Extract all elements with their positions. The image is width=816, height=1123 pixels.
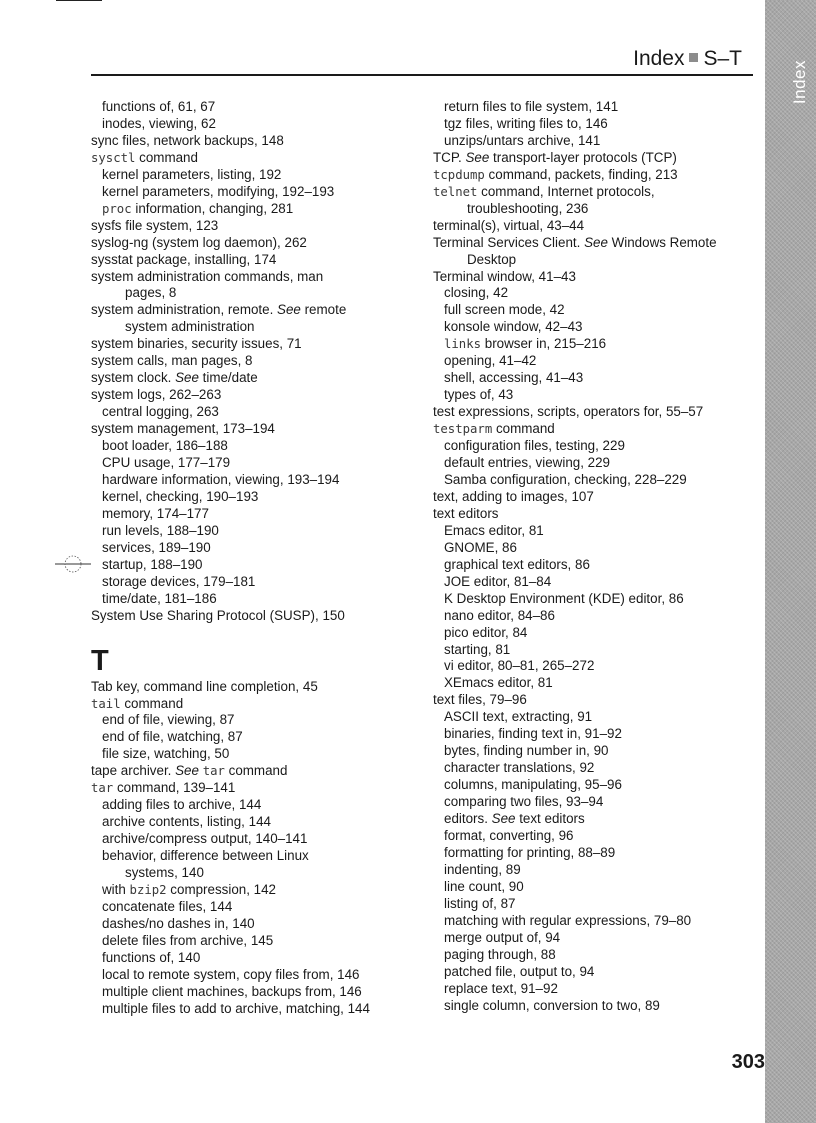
entry-text: kernel parameters, modifying, 192–193 [102,183,335,199]
see-reference: See [277,302,301,318]
index-subentry [433,591,763,608]
entry-text: TCP. [433,149,466,165]
entry-text: test expressions, scripts, operators for, 55–57 [433,404,704,420]
see-reference: See [584,234,608,250]
index-subentry [433,879,763,896]
entry-text: replace text, 91–92 [444,980,558,996]
entry-text: matching with regular expressions, 79–80 [444,912,692,928]
entry-text: command [492,421,555,437]
index-entry [91,336,421,353]
index-subentry [433,472,763,489]
entry-text: command [120,695,184,711]
entry-text: system clock. [91,370,176,386]
entry-text: Emacs editor, 81 [444,522,544,538]
index-entry [91,763,421,780]
index-subentry [91,557,421,574]
entry-text: system administration [125,319,255,335]
index-subentry [91,540,421,557]
index-entry [91,218,421,235]
index-subentry [433,896,763,913]
entry-text: boot loader, 186–188 [102,438,228,454]
index-subentry [433,675,763,692]
header-rule [91,74,753,76]
entry-text: format, converting, 96 [444,827,574,843]
index-subentry [91,404,421,421]
index-entry-continuation [433,252,763,269]
entry-text: System Use Sharing Protocol (SUSP), 150 [91,607,345,623]
entry-text: configuration files, testing, 229 [444,438,625,454]
entry-text: text editors [515,811,585,827]
index-subentry [433,998,763,1015]
index-subentry [433,319,763,336]
entry-text: return files to file system, 141 [444,99,619,114]
entry-text: single column, conversion to two, 89 [444,997,660,1013]
registration-mark-icon [51,549,95,579]
page-number: 303 [731,1051,765,1073]
index-subentry [433,99,763,116]
index-entry [433,404,763,421]
entry-text: tape archiver. [91,763,176,779]
entry-text: unzips/untars archive, 141 [444,132,601,148]
index-subentry [433,302,763,319]
index-subentry [433,285,763,302]
entry-text: Terminal window, 41–43 [433,268,576,284]
crop-mark [56,0,102,1]
entry-text: archive contents, listing, 144 [102,814,271,830]
entry-text: with [102,881,130,897]
entry-text: sync files, network backups, 148 [91,132,284,148]
entry-text: transport-layer protocols (TCP) [489,149,677,165]
index-entry [91,269,421,286]
index-subentry [91,438,421,455]
entry-text: JOE editor, 81–84 [444,573,552,589]
index-entry [433,421,763,438]
entry-text: XEmacs editor, 81 [444,675,553,691]
running-head-range: S–T [703,47,742,70]
index-subentry [433,455,763,472]
entry-text: system logs, 262–263 [91,387,222,403]
entry-text: listing of, 87 [444,895,516,911]
entry-text: indenting, 89 [444,861,521,877]
command-name: tail [91,696,121,711]
index-entry [433,692,763,709]
index-entry [91,679,421,696]
command-name: bzip2 [129,882,167,897]
index-subentry [433,726,763,743]
index-entry [91,353,421,370]
running-head-title: Index [633,47,685,70]
entry-text: nano editor, 84–86 [444,607,555,623]
index-subentry [91,712,421,729]
index-entry [91,608,421,625]
section-letter: T [91,644,109,677]
entry-text: multiple files to add to archive, matching, 144 [102,1000,370,1016]
index-subentry [433,709,763,726]
entry-text: dashes/no dashes in, 140 [102,915,255,931]
index-subentry [91,574,421,591]
see-reference: See [175,763,199,779]
entry-text: time/date [198,370,258,386]
index-subentry [433,777,763,794]
entry-text: bytes, finding number in, 90 [444,743,609,759]
entry-text: command [135,149,198,165]
index-column-left [91,99,421,1018]
index-subentry [91,99,421,116]
entry-text: formatting for printing, 88–89 [444,844,616,860]
index-subentry [433,964,763,981]
entry-text: CPU usage, 177–179 [102,455,231,471]
index-subentry [433,828,763,845]
entry-text: delete files from archive, 145 [102,932,274,948]
entry-text: information, changing, 281 [131,200,294,216]
see-reference: See [175,370,199,386]
index-subentry [91,455,421,472]
index-subentry [433,353,763,370]
command-name: proc [102,201,132,216]
entry-text: functions of, 61, 67 [102,99,216,114]
entry-text: end of file, viewing, 87 [102,712,235,728]
entry-text: ASCII text, extracting, 91 [444,709,593,725]
entry-text: pages, 8 [125,285,177,301]
index-subentry [433,116,763,133]
entry-text: types of, 43 [444,387,514,403]
entry-text: system management, 173–194 [91,421,275,437]
entry-text: text, adding to images, 107 [433,488,594,504]
running-head [633,47,742,71]
index-subentry [433,523,763,540]
entry-text: comparing two files, 93–94 [444,794,604,810]
entry-text: opening, 41–42 [444,353,537,369]
entry-text: time/date, 181–186 [102,590,217,606]
entry-text: hardware information, viewing, 193–194 [102,471,340,487]
see-reference: See [491,811,516,827]
entry-text: remote [300,302,347,318]
index-subentry [433,930,763,947]
index-subentry [91,1001,421,1018]
index-entry [91,150,421,167]
entry-text: kernel, checking, 190–193 [102,488,259,504]
index-subentry [91,523,421,540]
entry-text: troubleshooting, 236 [467,200,589,216]
index-entry [433,269,763,286]
entry-text: line count, 90 [444,878,524,894]
index-entry [433,489,763,506]
index-entry [91,421,421,438]
index-subentry [433,811,763,828]
entry-text: command, 139–141 [113,780,236,796]
index-entry [433,506,763,523]
entry-text: startup, 188–190 [102,556,203,572]
entry-text: system administration commands, man [91,268,324,284]
see-reference: See [465,149,490,165]
entry-text: Tab key, command line completion, 45 [91,678,318,694]
entry-text: command, Internet protocols, [477,183,655,199]
index-subentry [433,743,763,760]
entry-text: memory, 174–177 [102,505,209,521]
entry-text: Samba configuration, checking, 228–229 [444,471,687,487]
entry-text: Desktop [467,251,517,267]
entry-text: behavior, difference between Linux [102,848,309,864]
index-subentry [433,438,763,455]
entry-text: system binaries, security issues, 71 [91,336,302,352]
entry-text: command, packets, finding, 213 [484,166,678,182]
index-subentry [433,625,763,642]
index-subentry [433,642,763,659]
entry-text: pico editor, 84 [444,624,528,640]
index-subentry [433,794,763,811]
entry-text: paging through, 88 [444,946,556,962]
index-entry [91,387,421,404]
index-subentry [433,760,763,777]
index-subentry [91,472,421,489]
entry-text: kernel parameters, listing, 192 [102,166,282,182]
command-name: sysctl [91,150,136,165]
entry-text: graphical text editors, 86 [444,556,590,572]
index-entry [433,184,763,201]
entry-text: multiple client machines, backups from, 146 [102,983,362,999]
index-entry [433,167,763,184]
index-subentry [433,574,763,591]
entry-text: functions of, 140 [102,949,201,965]
entry-text: central logging, 263 [102,404,219,420]
command-name: telnet [433,184,478,199]
entry-text: text editors [433,505,499,521]
entry-text: file size, watching, 50 [102,746,230,762]
entry-text: systems, 140 [125,865,204,881]
entry-text: system administration, remote. [91,302,278,318]
index-subentry [433,658,763,675]
entry-text: inodes, viewing, 62 [102,115,216,131]
index-subentry [91,184,421,201]
index-entry [91,302,421,319]
entry-text: sysfs file system, 123 [91,217,219,233]
entry-text: closing, 42 [444,285,509,301]
entry-text: binaries, finding text in, 91–92 [444,726,622,742]
entry-text: vi editor, 80–81, 265–272 [444,658,595,674]
side-thumb-tab [765,0,816,1123]
entry-text: character translations, 92 [444,760,595,776]
entry-text: patched file, output to, 94 [444,963,595,979]
entry-text: archive/compress output, 140–141 [102,831,308,847]
index-subentry [433,540,763,557]
square-bullet-icon [689,53,698,62]
entry-text: syslog-ng (system log daemon), 262 [91,234,307,250]
index-entry-continuation [91,319,421,336]
index-subentry [433,981,763,998]
entry-text: command [224,763,288,779]
command-name: tcpdump [433,167,485,182]
entry-text: default entries, viewing, 229 [444,455,610,471]
index-subentry [91,950,421,967]
index-subentry [433,913,763,930]
side-tab-label: Index [790,60,809,105]
entry-text: GNOME, 86 [444,539,517,555]
entry-text: services, 189–190 [102,539,211,555]
index-subentry [91,506,421,523]
entry-text: merge output of, 94 [444,929,561,945]
entry-text: konsole window, 42–43 [444,319,583,335]
entry-text: sysstat package, installing, 174 [91,251,277,267]
index-subentry [91,899,421,916]
index-subentry [91,967,421,984]
entry-text: starting, 81 [444,641,511,657]
index-subentry [91,984,421,1001]
entry-text: concatenate files, 144 [102,898,233,914]
index-subentry [91,933,421,950]
index-subentry [91,916,421,933]
entry-text: Windows Remote [607,234,717,250]
entry-text: terminal(s), virtual, 43–44 [433,217,585,233]
index-entry-continuation [433,201,763,218]
entry-text: end of file, watching, 87 [102,729,243,745]
index-subentry [433,133,763,150]
entry-text: compression, 142 [166,881,276,897]
index-subentry [433,336,763,353]
entry-text: local to remote system, copy files from, 146 [102,966,360,982]
entry-text: editors. [444,811,492,827]
index-entry [91,780,421,797]
index-subentry [91,489,421,506]
index-subentry [433,608,763,625]
command-name: links [444,337,482,352]
entry-text: browser in, 215–216 [481,336,607,352]
entry-text: adding files to archive, 144 [102,797,262,813]
command-name: tar [91,781,114,796]
entry-text: tgz files, writing files to, 146 [444,115,608,131]
index-subentry [91,729,421,746]
index-subentry [91,797,421,814]
index-subentry [433,845,763,862]
index-entry [433,235,763,252]
index-entry-continuation [91,285,421,302]
index-subentry [91,831,421,848]
index-subentry [433,557,763,574]
index-subentry [91,882,421,899]
index-entry [91,370,421,387]
index-entry [91,252,421,269]
index-subentry [91,591,421,608]
index-subentry [433,947,763,964]
command-name: tar [202,764,225,779]
entry-text: K Desktop Environment (KDE) editor, 86 [444,590,684,606]
index-subentry [433,862,763,879]
index-subentry [91,848,421,865]
entry-text: system calls, man pages, 8 [91,353,253,369]
index-subentry [91,814,421,831]
command-name: testparm [433,422,493,437]
index-entry [91,235,421,252]
index-subentry [91,116,421,133]
entry-text: text files, 79–96 [433,692,527,708]
index-entry [433,218,763,235]
index-column-right [433,99,763,1014]
index-subentry [91,167,421,184]
entry-text: storage devices, 179–181 [102,573,256,589]
entry-text: columns, manipulating, 95–96 [444,777,622,793]
index-subentry [91,201,421,218]
index-subentry [91,746,421,763]
entry-text: shell, accessing, 41–43 [444,370,584,386]
index-entry-continuation [91,865,421,882]
index-entry [91,696,421,713]
index-entry [433,150,763,167]
index-subentry [433,387,763,404]
index-subentry [433,370,763,387]
entry-text: Terminal Services Client. [433,234,585,250]
entry-text: run levels, 188–190 [102,522,219,538]
index-entry [91,133,421,150]
entry-text: full screen mode, 42 [444,302,565,318]
